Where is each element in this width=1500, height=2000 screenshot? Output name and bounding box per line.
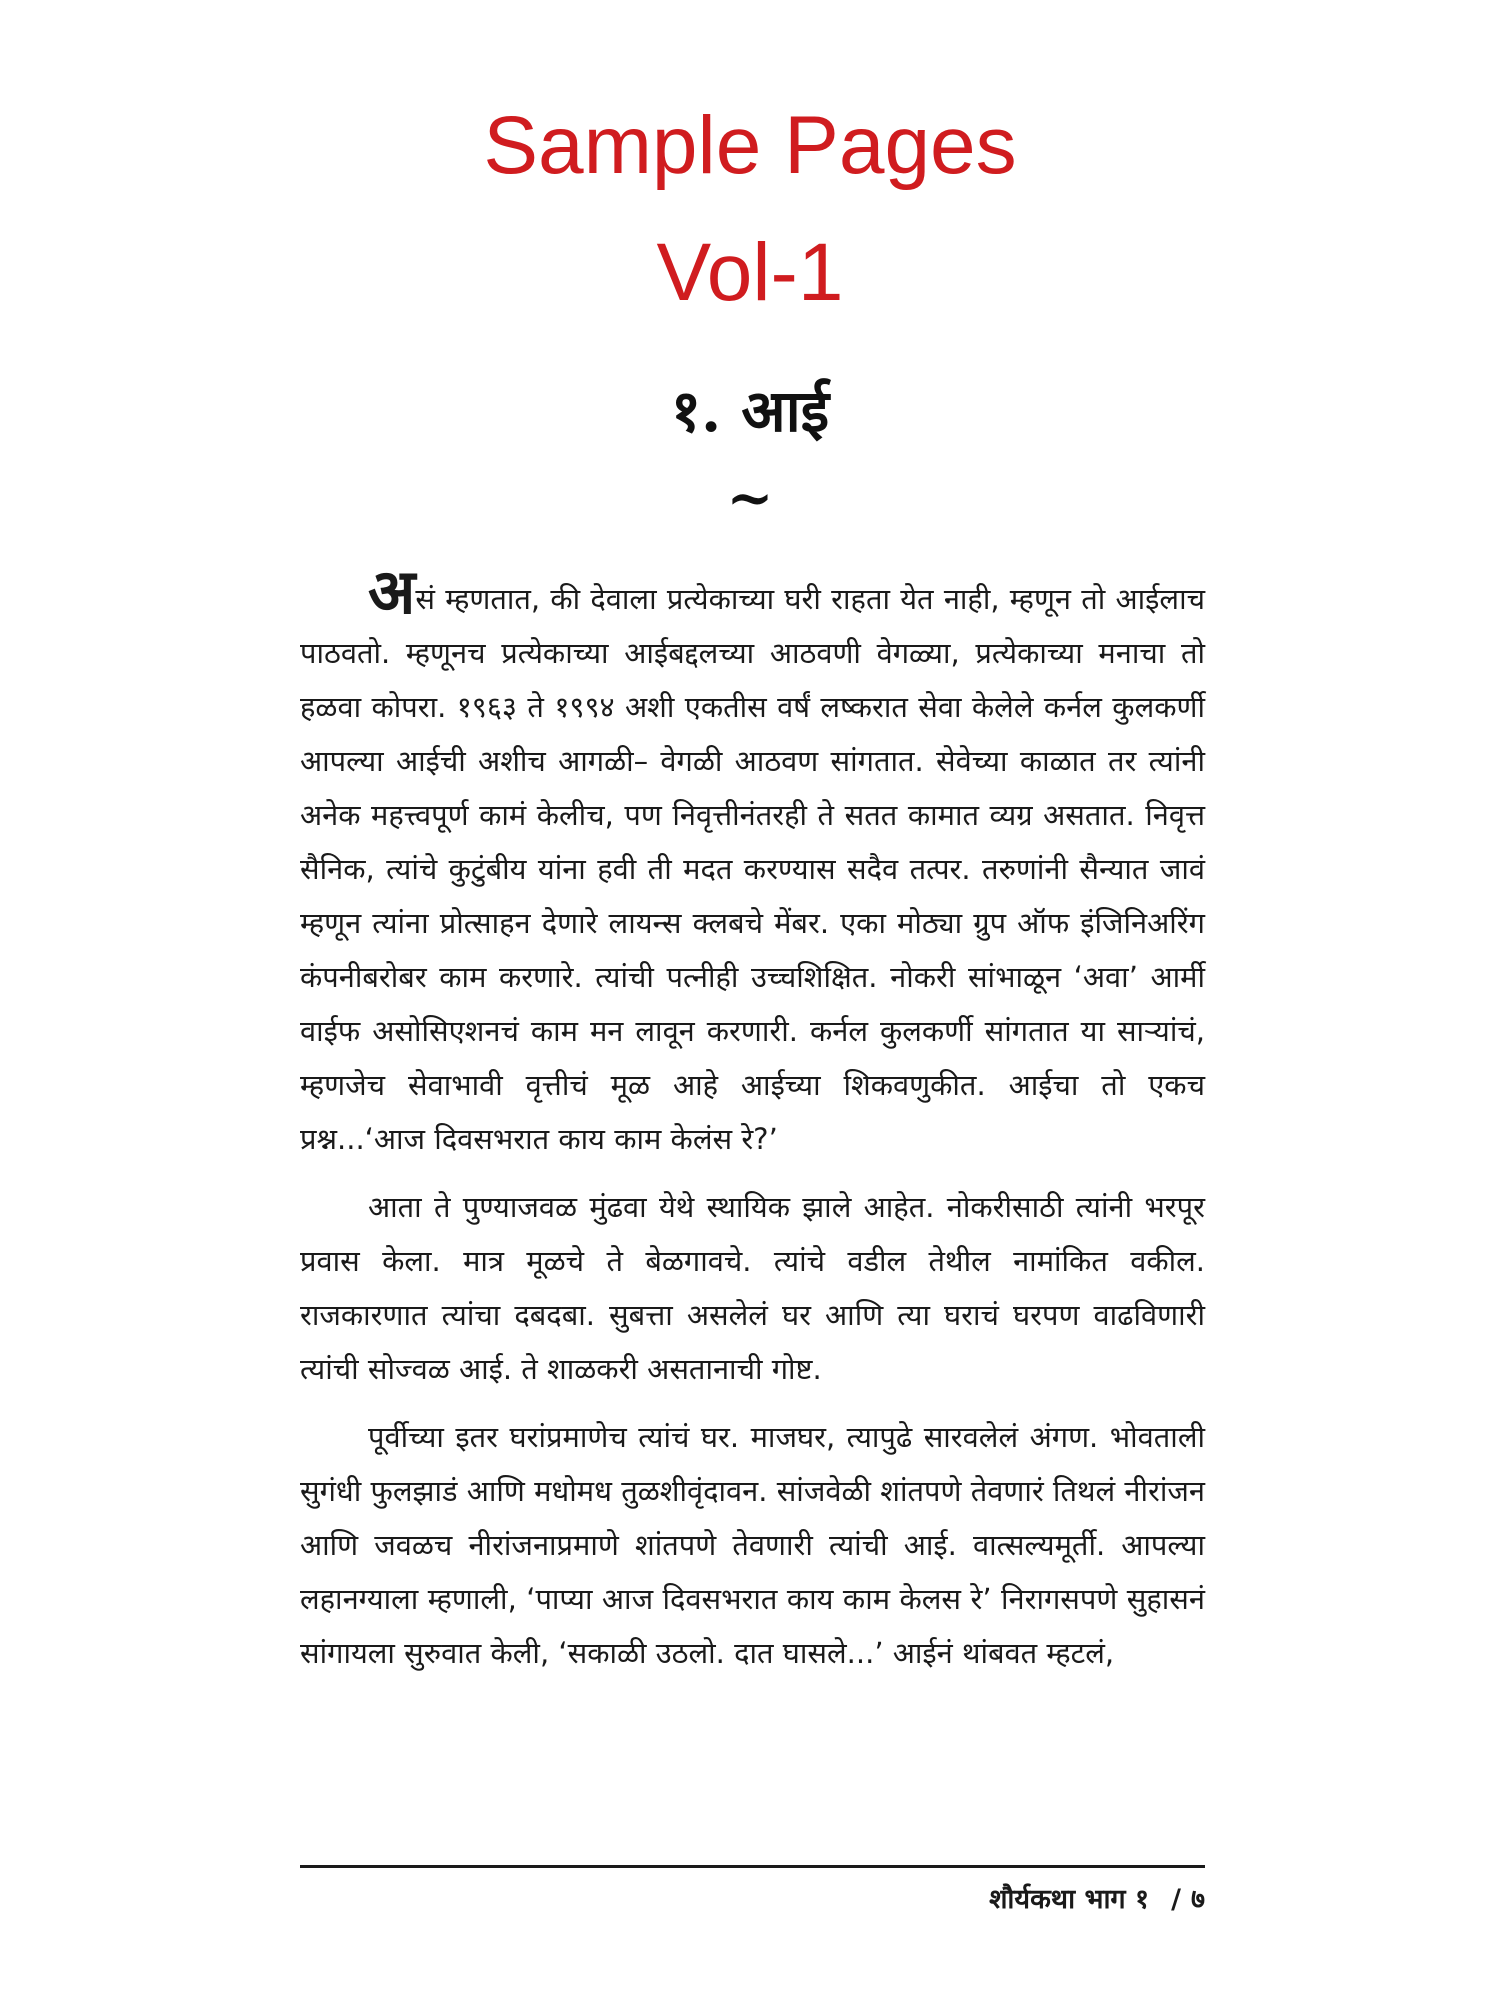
paragraph: पूर्वीच्या इतर घरांप्रमाणेच त्यांचं घर. माजघर, त्यापुढे सारवलेलं अंगण. भोवताली सुगंधी फुलझाडं आणि मधोमध तुळशीवृंदावन. सांजवेळी शांतपणे तेवणारं तिथलं नीरांजन आणि जवळच नीरांजनाप्रमाणे शांतपणे तेवणारी त्यांची आई. वात्सल्यमूर्ती. आपल्या लहानग्याला म्हणाली, ‘पाप्या आज दिवसभरात काय काम केलस रे’ निरागसपणे सुहासनं सांगायला सुरुवात केली, ‘सकाळी उठलो. दात घासले...’ आईनं थांबवत म्हटलं, <box>300 1420 1205 1670</box>
volume-label: Vol-1 <box>656 227 844 318</box>
drop-cap: अ <box>368 555 416 628</box>
paragraph-text: सं म्हणतात, की देवाला प्रत्येकाच्या घरी राहता येत नाही, म्हणून तो आईलाच पाठवतो. म्हणूनच प्रत्येकाच्या आईबद्दलच्या आठवणी वेगळ्या, प्रत्येकाच्या मनाचा तो हळवा कोपरा. १९६३ ते १९९४ अशी एकतीस वर्षं लष्करात सेवा केलेले कर्नल कुलकर्णी आपल्या आईची अशीच आगळी– वेगळी आठवण सांगतात. सेवेच्या काळात तर त्यांनी अनेक महत्त्वपूर्ण कामं केलीच, पण निवृत्तीनंतरही ते सतत कामात व्यग्र असतात. निवृत्त सैनिक, त्यांचे कुटुंबीय यांना हवी ती मदत करण्यास सदैव तत्पर. तरुणांनी सैन्यात जावं म्हणून त्यांना प्रोत्साहन देणारे लायन्स क्लबचे मेंबर. एका मोठ्या ग्रुप ऑफ इंजिनिअरिंग कंपनीबरोबर काम करणारे. त्यांची पत्नीही उच्चशिक्षित. नोकरी सांभाळून ‘अवा’ आर्मी वाईफ असोसिएशनचं काम मन लावून करणारी. कर्नल कुलकर्णी सांगतात या साऱ्यांचं, म्हणजेच सेवाभावी वृत्तीचं मूळ आहे आईच्या शिकवणुकीत. आईचा तो एकच प्रश्न...‘आज दिवसभरात काय काम केलंस रे?’ <box>300 582 1205 1156</box>
chapter-body <box>300 555 1205 1694</box>
footer-book-title: शौर्यकथा भाग १ <box>989 1884 1150 1915</box>
chapter-heading: १. आई <box>670 377 830 445</box>
sample-pages-title: Sample Pages <box>483 100 1017 191</box>
page-number: ७ <box>1190 1884 1205 1915</box>
footer-separator: / <box>1171 1884 1181 1915</box>
paragraph <box>300 555 1205 1166</box>
running-footer <box>989 1886 1205 1913</box>
ornament-tilde: ~ <box>726 465 774 531</box>
footer-divider <box>300 1865 1205 1868</box>
paragraph: आता ते पुण्याजवळ मुंढवा येथे स्थायिक झाले आहेत. नोकरीसाठी त्यांनी भरपूर प्रवास केला. मात्र मूळचे ते बेळगावचे. त्यांचे वडील तेथील नामांकित वकील. राजकारणात त्यांचा दबदबा. सुबत्ता असलेलं घर आणि त्या घराचं घरपण वाढविणारी त्यांची सोज्वळ आई. ते शाळकरी असतानाची गोष्ट. <box>300 1190 1205 1386</box>
